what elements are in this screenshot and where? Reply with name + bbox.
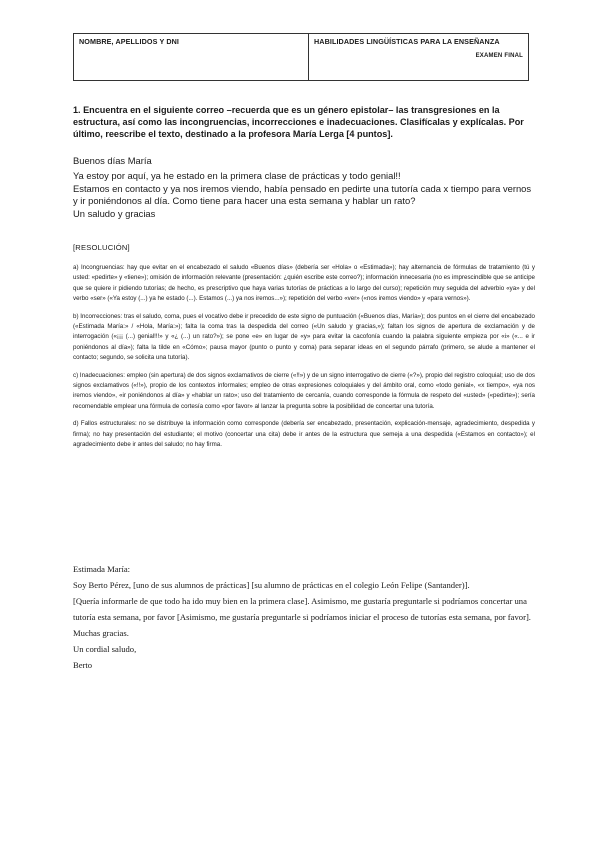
name-label: NOMBRE, APELLIDOS Y DNI xyxy=(79,37,180,46)
rewrite-thanks: Muchas gracias. xyxy=(73,628,129,638)
resolution-inadecuaciones: c) Inadecuaciones: empleo (sin apertura) de dos signos exclamativos de cierre («!!») y de un signo interrogativo de cierre («?»), propio del registro coloquial; uso de dos signos exclamativos («!!»), propio de los contextos informales; empleo de otras expresiones coloquiales y del ámbito oral, como «todo genial», «x tiempo», «ya nos iremos viendo», «ir poniéndonos al día» y «hablar un rato»; uso del tratamiento de cercanía, cuando corresponde la fórmula de respeto del «usted» («pedirte»); sería recomendable emplear una fórmula de cortesía como «por favor» al lanzar la pregunta sobre la posibilidad de concertar una tutoría. xyxy=(73,371,535,410)
subject-cell xyxy=(309,34,529,81)
resolution-heading: [RESOLUCIÓN] xyxy=(73,243,130,252)
email-greeting: Buenos días María xyxy=(73,155,152,166)
subject-label: HABILIDADES LINGÜÍSTICAS PARA LA ENSEÑANZA xyxy=(314,37,500,46)
resolution-section xyxy=(73,243,535,458)
rewrite-greeting: Estimada María: xyxy=(73,564,131,574)
resolution-fallos-estructurales: d) Fallos estructurales: no se distribuye la información como corresponde (debería ser encabezado, presentación, explicación-mensaje, agradecimiento, despedida y firma); no hay presentación del estudiante; el motivo (concertar una cita) debe ir antes de la estructura que semeja a una despedida («Estamos en contacto»); el agradecimiento debe ir antes del saludo; no hay firma. xyxy=(73,420,535,449)
rewrite-farewell: Un cordial saludo, xyxy=(73,644,137,654)
rewrite-message: [Quería informarle de que todo ha ido muy bien en la primera clase]. Asimismo, me gustaría preguntarle si podríamos concertar una tutoría esta semana, por favor [Asimismo, me gustaría preguntarle si podríamos iniciar el proceso de tutorías esta semana, por favor]. xyxy=(73,596,531,622)
rewrite-signature: Berto xyxy=(73,660,93,670)
email-line-2: Estamos en contacto y ya nos iremos viendo, había pensado en pedirte una tutoría cada x tiempo para vernos y ir poniéndonos al día. Como tiene para hacer una esta semana y hablar un rato? xyxy=(73,182,532,207)
email-text xyxy=(73,155,535,220)
header-table xyxy=(73,33,529,81)
resolution-incorrecciones: b) Incorrecciones: tras el saludo, coma, pues el vocativo debe ir precedido de este signo de puntuación («Buenos días, María»); dos puntos en el cierre del encabezado («Estimada María:» / «Hola, María:»); falta la coma tras la despedida del correo («Un saludo y gracias,»); faltan los signos de apertura de exclamación y de interrogación («¡¡¡ (...) genial!!!» y «¿ (...) un rato?»); se pone «e» en lugar de «y» para evitar la cacofonía cuando la palabra siguiente empieza por «i» («... e ir poniéndonos al día»); falta la tilde en «Cómo»; pausa mayor (punto o punto y coma) para separar ideas en el segundo párrafo (primero, se alude a mantener el contacto; segundo, se solicita una tutoría). xyxy=(73,312,535,362)
email-closing: Un saludo y gracias xyxy=(73,207,156,219)
resolution-incongruencias: a) Incongruencias: hay que evitar en el encabezado el saludo «Buenos días» (debería ser «Hola» o «Estimada»); hay alternancia de fórmulas de tratamiento (tú y usted: «pedirte» y «tiene»); omisión de información relevante (presentación: ¿quién escribe este correo?); información innecesaria (no es imprescindible que se anticipe que se quiere ir pidiendo tutorías; de hecho, es prescriptivo que haya varias tutorías de prácticas a lo largo del curso); repetición muy seguida del adverbio «ya» y del verbo «ser» («Ya estoy (...) ya he estado (...). Estamos (...) ya nos iremos...»); repetición del verbo «ver» («nos iremos viendo» y «para vernos»). xyxy=(73,264,535,303)
exam-label: EXAMEN FINAL xyxy=(475,53,523,59)
rewrite-presentation: Soy Berto Pérez, [uno de sus alumnos de prácticas] [su alumno de prácticas en el colegio León Felipe (Santander)]. xyxy=(73,580,470,590)
rewritten-email xyxy=(73,561,535,673)
name-cell xyxy=(74,34,309,81)
question-statement: 1. Encuentra en el siguiente correo –recuerda que es un género epistolar– las transgresiones en la estructura, así como las incongruencias, incorrecciones e inadecuaciones. Clasifícalas y explícalas. Por último, reescribe el texto, destinado a la profesora María Lerga [4 puntos]. xyxy=(73,105,524,140)
email-line-1: Ya estoy por aquí, ya he estado en la primera clase de prácticas y todo genial!! xyxy=(73,170,401,182)
